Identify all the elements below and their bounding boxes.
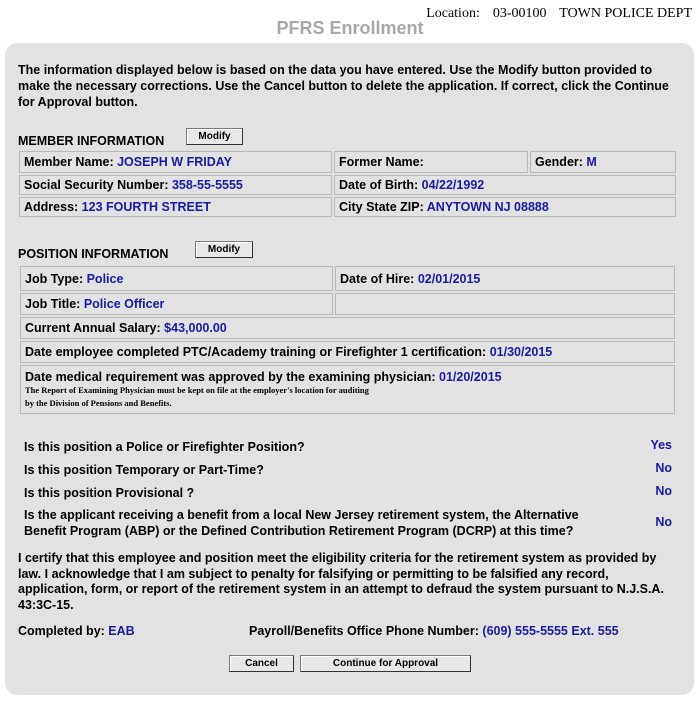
hire-date-value: 02/01/2015	[417, 271, 481, 286]
job-type-value: Police	[86, 271, 124, 286]
answer-provisional: No	[655, 484, 672, 498]
intro-text: The information displayed below is based on the data you have entered. Use the Modify button provided to make the necessary corrections. Use the Cancel button to delete the application. If correct, click the Continue for Approval button.	[18, 63, 669, 109]
completed-by-value: EAB	[108, 624, 135, 638]
salary-value: $43,000.00	[164, 321, 227, 335]
dob-cell	[334, 175, 676, 195]
city-state-zip-cell	[334, 197, 676, 217]
job-type-cell	[20, 266, 333, 291]
office-phone	[249, 624, 619, 638]
hire-date-cell	[335, 266, 675, 291]
medical-label: Date medical requirement was approved by the examining physician:	[25, 370, 436, 384]
ptc-value: 01/30/2015	[489, 345, 553, 359]
location-code: 03-00100	[492, 6, 547, 21]
address-value: 123 FOURTH STREET	[81, 200, 211, 214]
member-section-title: MEMBER INFORMATION	[18, 134, 165, 148]
office-phone-label: Payroll/Benefits Office Phone Number:	[249, 624, 479, 638]
member-modify-button[interactable]: Modify	[186, 128, 243, 145]
continue-for-approval-button[interactable]: Continue for Approval	[300, 655, 471, 672]
question-temporary-part-time: Is this position Temporary or Part-Time?	[24, 463, 264, 477]
former-name-label: Former Name:	[339, 155, 424, 169]
gender-cell	[530, 151, 676, 173]
ssn-label: Social Security Number:	[24, 178, 169, 192]
former-name-cell	[334, 151, 528, 173]
position-info-table	[18, 264, 677, 416]
dob-value: 04/22/1992	[421, 178, 485, 192]
member-name-cell	[19, 151, 332, 173]
medical-cell	[20, 365, 675, 414]
job-type-label: Job Type:	[25, 271, 84, 286]
location-label: Location:	[426, 6, 480, 21]
page-title: PFRS Enrollment	[276, 18, 424, 38]
office-phone-value: (609) 555-5555 Ext. 555	[482, 624, 619, 638]
position-section-title: POSITION INFORMATION	[18, 247, 169, 261]
question-police-firefighter: Is this position a Police or Firefighter Position?	[24, 440, 305, 454]
city-state-zip-value: ANYTOWN NJ 08888	[426, 200, 549, 214]
salary-label: Current Annual Salary:	[25, 321, 161, 335]
position-modify-button[interactable]: Modify	[195, 241, 253, 258]
answer-police-firefighter: Yes	[650, 438, 672, 452]
hire-date-label: Date of Hire:	[340, 271, 415, 286]
gender-value: M	[586, 155, 597, 169]
address-label: Address:	[24, 200, 79, 214]
gender-label: Gender:	[535, 155, 583, 169]
question-other-benefit: Is the applicant receiving a benefit from a local New Jersey retirement system, the Alternative Benefit Program (ABP) or the Defined Contribution Retirement Program (DCRP) at this time?	[24, 508, 579, 538]
completed-by-label: Completed by:	[18, 624, 105, 638]
city-state-zip-label: City State ZIP:	[339, 200, 424, 214]
answer-other-benefit: No	[655, 515, 672, 529]
ssn-cell	[19, 175, 332, 195]
member-info-table	[17, 149, 678, 219]
location-name: TOWN POLICE DEPT	[559, 6, 692, 21]
salary-cell	[20, 317, 675, 339]
empty-cell	[335, 293, 675, 315]
job-title-cell	[20, 293, 333, 315]
answer-temporary-part-time: No	[655, 461, 672, 475]
medical-note-line-1: The Report of Examining Physician must be kept on file at the employer's location for auditing	[25, 385, 369, 395]
ssn-value: 358-55-5555	[171, 178, 243, 192]
job-title-value: Police Officer	[83, 297, 165, 311]
question-provisional: Is this position Provisional ?	[24, 486, 195, 500]
job-title-label: Job Title:	[25, 297, 81, 311]
member-name-value: JOSEPH W FRIDAY	[117, 155, 232, 169]
ptc-cell	[20, 341, 675, 363]
member-name-label: Member Name:	[24, 155, 114, 169]
certification-text: I certify that this employee and position meet the eligibility criteria for the retirement system as provided by law. I acknowledge that I am subject to penalty for falsifying or permitting to be falsified any record, application, form, or report of the retirement system in an attempt to defraud the system pursuant to N.J.S.A. 43:3C-15.	[18, 551, 664, 612]
medical-value: 01/20/2015	[439, 370, 502, 384]
completed-by	[18, 624, 135, 638]
cancel-button[interactable]: Cancel	[229, 655, 294, 672]
ptc-label: Date employee completed PTC/Academy training or Firefighter 1 certification:	[25, 345, 487, 359]
dob-label: Date of Birth:	[339, 178, 419, 192]
address-cell	[19, 197, 332, 217]
medical-note-line-2: by the Division of Pensions and Benefits.	[25, 398, 172, 408]
